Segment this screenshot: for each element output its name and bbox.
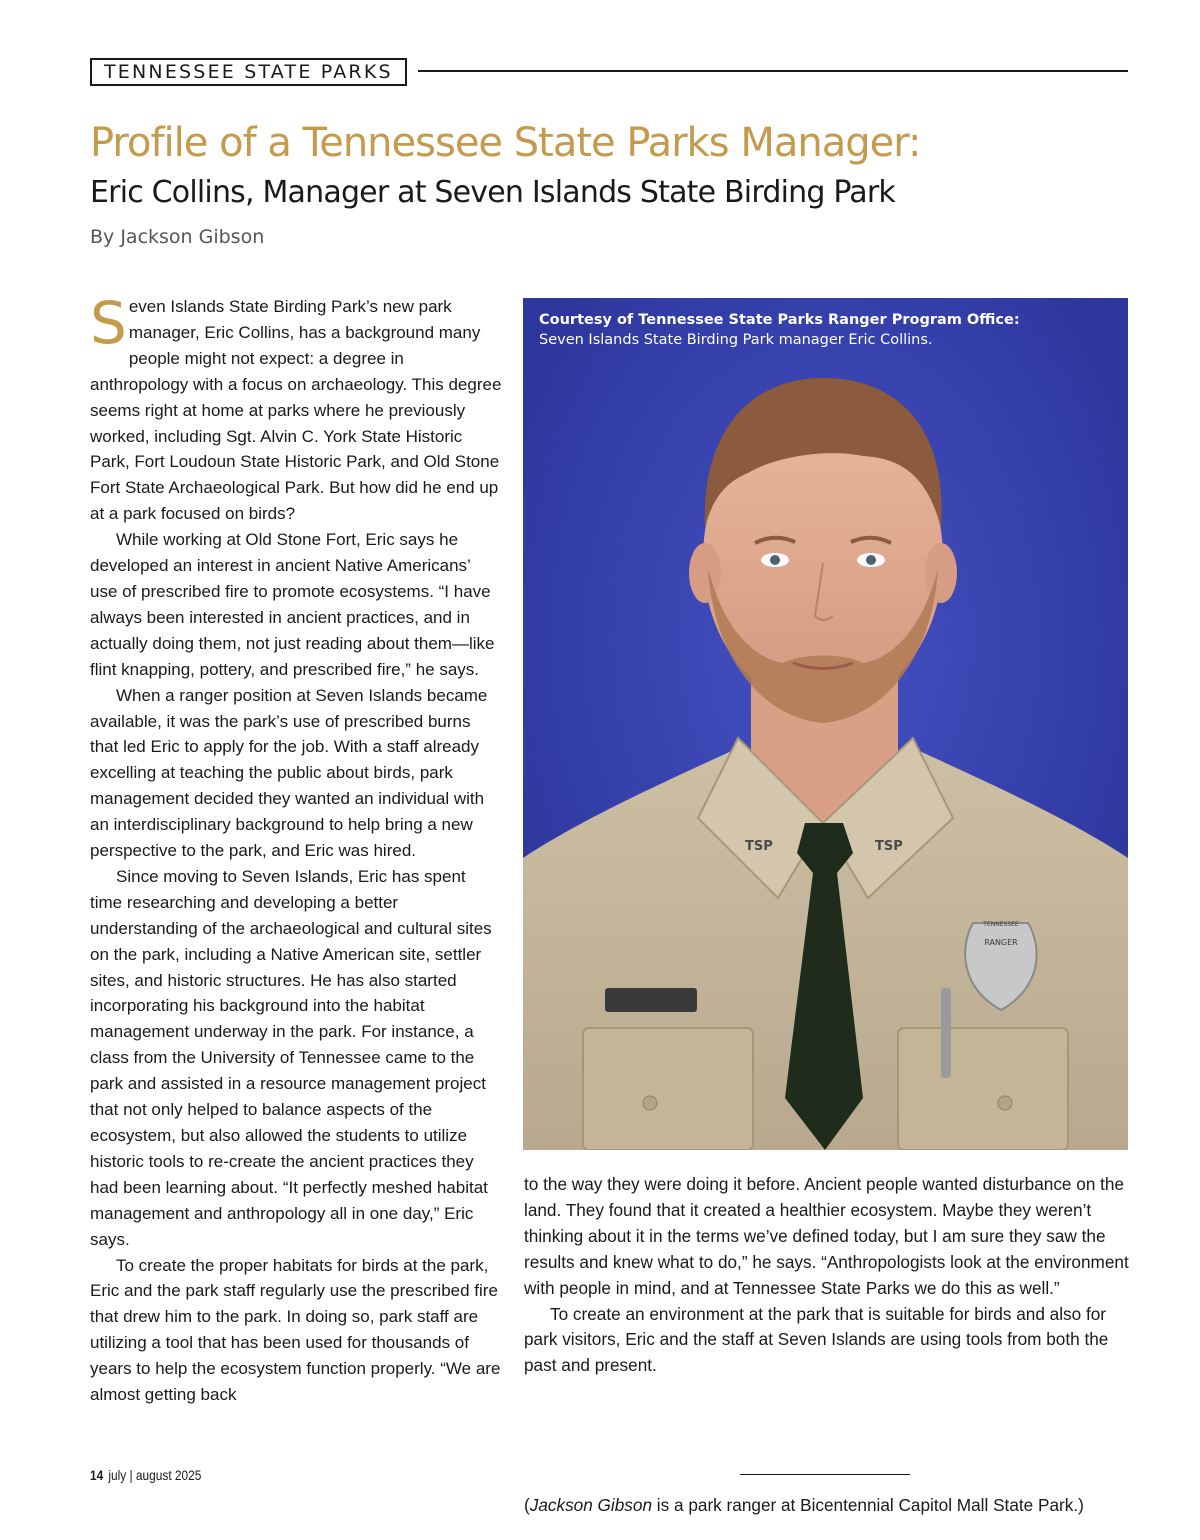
- section-rule: [418, 70, 1128, 72]
- issue-date: july | august 2025: [108, 1467, 202, 1483]
- section-label: TENNESSEE STATE PARKS: [90, 58, 407, 86]
- dropcap: S: [90, 289, 127, 357]
- bio-open-paren: (: [524, 1495, 530, 1515]
- ranger-portrait-photo: [523, 298, 1128, 1150]
- caption-credit: Courtesy of Tennessee State Parks Ranger Program Office:: [539, 312, 1020, 328]
- paragraph-5-continued: to the way they were doing it before. Ancient people wanted disturbance on the land. They found that it created a healthier ecosystem. Maybe they weren’t thinking about it in the terms we’ve defined today, but I am sure they saw the results and knew what to do,” he says. “Anthropologists look at the environment with people in mind, and at Tennessee State Parks we do this as well.”: [524, 1174, 1129, 1298]
- paragraph-6: To create an environment at the park that is suitable for birds and also for park visitors, Eric and the staff at Seven Islands are using tools from both the past and present.: [524, 1303, 1109, 1376]
- name-tag: [605, 988, 697, 1012]
- bio-text: is a park ranger at Bicentennial Capitol Mall State Park.): [652, 1495, 1084, 1515]
- paragraph-3: When a ranger position at Seven Islands became available, it was the park’s use of prescribed burns that led Eric to apply for the job. With a staff already excelling at teaching the public about birds, park management decided they wanted an individual with an interdisciplinary background to help bring a new perspective to the park, and Eric was hired.: [90, 685, 488, 861]
- article-title: Profile of a Tennessee State Parks Manager:: [90, 120, 921, 166]
- badge-text: RANGER: [984, 938, 1018, 947]
- bio-author-name: Jackson Gibson: [529, 1495, 653, 1515]
- badge-top-text: TENNESSEE: [983, 921, 1019, 928]
- article-body-right-column: [524, 1172, 1132, 1379]
- paragraph-2: While working at Old Stone Fort, Eric says he developed an interest in ancient Native Americans’ use of prescribed fire to promote ecosystems. “I have always been interested in ancient practices, and in actually doing them, not just reading about them—like flint knapping, pottery, and prescribed fire,” he says.: [90, 530, 495, 679]
- paragraph-5: To create the proper habitats for birds at the park, Eric and the park staff regularly use the prescribed fire that drew him to the park. In doing so, park staff are utilizing a tool that has been used for thousands of years to help the ecosystem function properly. “We are almost getting back: [90, 1255, 501, 1405]
- article-subtitle: Eric Collins, Manager at Seven Islands State Birding Park: [90, 175, 895, 210]
- bio-divider: [740, 1474, 910, 1475]
- article-body-left-column: [90, 289, 502, 1408]
- collar-pin-right: TSP: [875, 839, 903, 854]
- paragraph-4: Since moving to Seven Islands, Eric has spent time researching and developing a better understanding of the archaeological and cultural sites on the park, including a Native American site, settler sites, and historic structures. He has also started incorporating his background into the habitat management underway in the park. For instance, a class from the University of Tennessee came to the park and assisted in a resource management project that not only helped to balance aspects of the ecosystem, but also allowed the students to utilize historic tools to re-create the ancient practices they had been learning about. “It perfectly meshed habitat management and anthropology all in one day,” Eric says.: [90, 866, 492, 1249]
- author-bio: [524, 1495, 1084, 1516]
- paragraph-1-text: even Islands State Birding Park’s new park manager, Eric Collins, has a background many people might not expect: a degree in anthropology with a focus on archaeology. This degree seems right at home at parks where he previously worked, including Sgt. Alvin C. York State Historic Park, Fort Loudoun State Historic Park, and Old Stone Fort State Archaeological Park. But how did he end up at a park focused on birds?: [90, 297, 502, 524]
- caption-text: Seven Islands State Birding Park manager Eric Collins.: [539, 332, 933, 348]
- byline: By Jackson Gibson: [90, 226, 265, 248]
- collar-pin-left: TSP: [745, 839, 773, 854]
- photo-caption: [539, 310, 1112, 350]
- paragraph-1: [90, 289, 502, 527]
- page-number: 14: [90, 1467, 104, 1483]
- ranger-portrait-illustration: [523, 298, 1128, 1150]
- page-footer: [90, 1467, 201, 1483]
